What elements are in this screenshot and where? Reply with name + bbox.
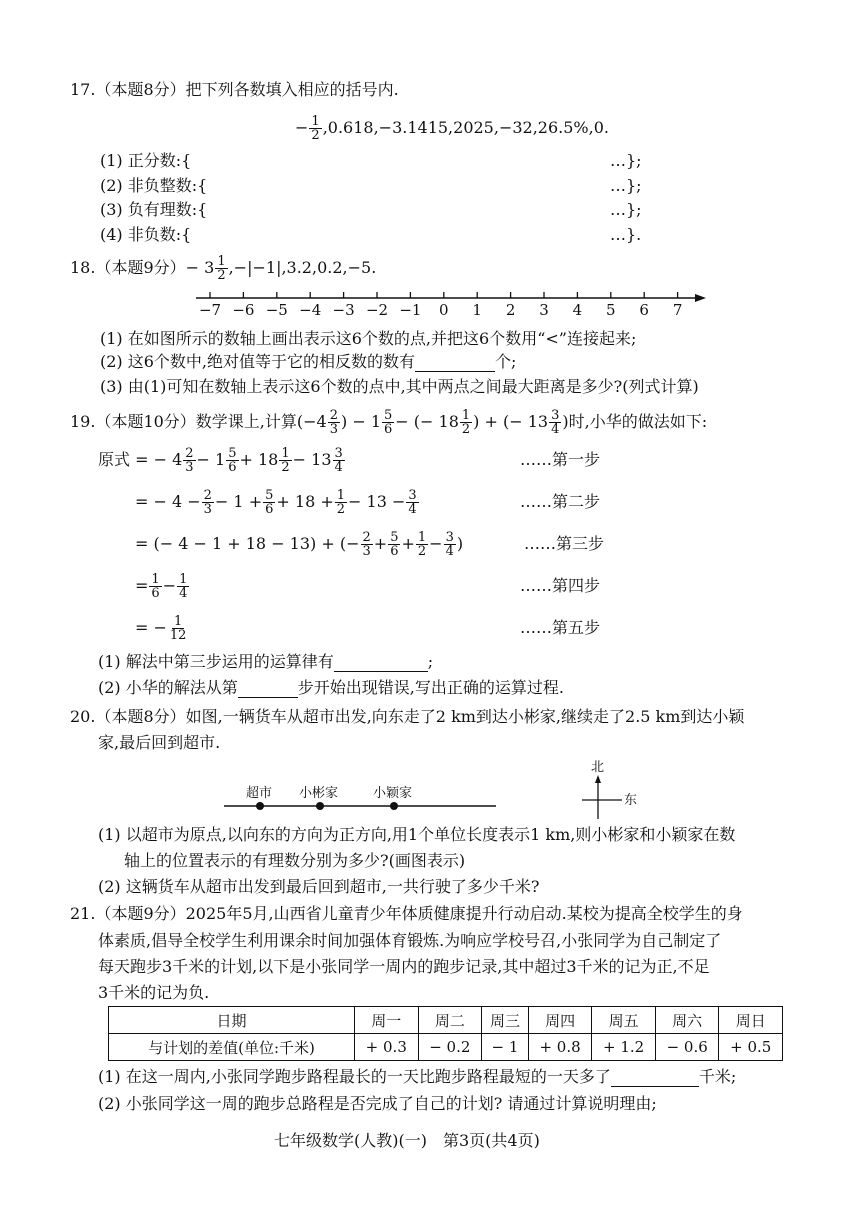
q19-header: 19.（本题10分）数学课上,计算(−4 $\frac{2}{3}$ ) − 1 $\frac{5}{6}$ − (− 18 $\frac{1}{2}$ ) + (− 13 $\frac{3}{4}$ )时,小华的做法如下: bbox=[70, 408, 708, 437]
table-row bbox=[109, 1007, 783, 1034]
q21-line-4: 3千米的记为负. bbox=[98, 983, 210, 1002]
table-cell-value: − 0.2 bbox=[418, 1034, 482, 1061]
q17-header: 17.（本题8分）把下列各数填入相应的括号内. bbox=[70, 80, 399, 99]
number-line-tick-label: −5 bbox=[265, 301, 288, 319]
table-cell-value: + 0.3 bbox=[355, 1034, 419, 1061]
number-line-tick-label: 6 bbox=[639, 301, 649, 319]
table-cell-value: + 0.5 bbox=[719, 1034, 783, 1061]
number-line-tick-label: −4 bbox=[299, 301, 322, 319]
q19-step-3: = (− 4 − 1 + 18 − 13) + (− $\frac{2}{3}$ + $\frac{5}{6}$ + $\frac{1}{2}$ − $\frac{3}{4}$ ) bbox=[135, 530, 464, 559]
q18-header: 18.（本题9分）− 3 $\frac{1}{2}$ ,−|−1|,3.2,0.2,−5. bbox=[70, 254, 377, 283]
number-line-tick-label: 5 bbox=[606, 301, 616, 319]
north-label: 北 bbox=[591, 760, 605, 775]
q19-step-4: = $\frac{1}{6}$ − $\frac{1}{4}$ bbox=[135, 572, 188, 601]
number-line-tick-label: 4 bbox=[572, 301, 583, 319]
q21-line-1: 21.（本题9分）2025年5月,山西省儿童青少年体质健康提升行动启动.某校为提高全校学生的身 bbox=[70, 904, 743, 923]
table-header-day: 周六 bbox=[655, 1007, 719, 1034]
label-xiaobin-home: 小彬家 bbox=[299, 786, 339, 801]
q20-part-1-line-2: 轴上的位置表示的有理数分别为多少?(画图表示) bbox=[124, 851, 466, 870]
table-header-day: 周日 bbox=[719, 1007, 783, 1034]
q20-part-1-line-1: (1) 以超市为原点,以向东的方向为正方向,用1个单位长度表示1 km,则小彬家和小颖家在数 bbox=[98, 825, 736, 844]
q20-part-2: (2) 这辆货车从超市出发到最后回到超市,一共行驶了多少千米? bbox=[98, 877, 540, 896]
compass-icon bbox=[578, 775, 628, 825]
table-header-day: 周二 bbox=[418, 1007, 482, 1034]
q19-step-5-tag: ……第五步 bbox=[520, 618, 601, 637]
q19-step-4-tag: ……第四步 bbox=[520, 576, 601, 595]
q20-line-2: 家,最后回到超市. bbox=[98, 733, 221, 752]
number-line-tick-label: 2 bbox=[505, 301, 516, 319]
running-record-table bbox=[108, 1006, 783, 1061]
q17-item-1-close: …}; bbox=[610, 151, 642, 170]
table-header-date: 日期 bbox=[109, 1007, 355, 1034]
q17-item-2-label: (2) 非负整数:{ bbox=[100, 176, 208, 195]
q18-part-3: (3) 由(1)可知在数轴上表示这6个数的点中,其中两点之间最大距离是多少?(列式计算) bbox=[100, 377, 699, 396]
label-supermarket: 超市 bbox=[246, 786, 273, 801]
number-line-tick-label: 0 bbox=[439, 301, 449, 319]
q21-part-1: (1) 在这一周内,小张同学跑步路程最长的一天比跑步路程最短的一天多了 千米; bbox=[98, 1067, 737, 1086]
table-row-title: 与计划的差值(单位:千米) bbox=[109, 1034, 355, 1061]
q19-step-1-tag: ……第一步 bbox=[520, 450, 601, 469]
q19-part-2: (2) 小华的解法从第 步开始出现错误,写出正确的运算过程. bbox=[98, 678, 564, 697]
table-cell-value: + 0.8 bbox=[528, 1034, 592, 1061]
q18-part-2: (2) 这6个数中,绝对值等于它的相反数的数有 个; bbox=[100, 352, 517, 371]
east-label: 东 bbox=[624, 793, 638, 808]
fraction: $\frac{1}{2}$ bbox=[217, 254, 226, 283]
answer-blank bbox=[238, 697, 298, 698]
q18-part-1: (1) 在如图所示的数轴上画出表示这6个数的点,并把这6个数用“<”连接起来; bbox=[100, 329, 637, 348]
table-row bbox=[109, 1034, 783, 1061]
table-cell-value: − 0.6 bbox=[655, 1034, 719, 1061]
answer-blank bbox=[415, 371, 495, 372]
q17-item-1-label: (1) 正分数:{ bbox=[100, 151, 192, 170]
q17-item-2-close: …}; bbox=[610, 176, 642, 195]
q17-item-3-close: …}; bbox=[610, 200, 642, 219]
q21-line-2: 体素质,倡导全校学生利用课余时间加强体育锻炼.为响应学校号召,小张同学为自己制定了 bbox=[98, 931, 722, 950]
q17-item-4-close: …}. bbox=[610, 225, 642, 244]
q20-line-1: 20.（本题8分）如图,一辆货车从超市出发,向东走了2 km到达小彬家,继续走了2.5 km到达小颖 bbox=[70, 707, 745, 726]
table-cell-value: + 1.2 bbox=[592, 1034, 656, 1061]
table-header-day: 周五 bbox=[592, 1007, 656, 1034]
table-header-day: 周三 bbox=[482, 1007, 529, 1034]
fraction: $\frac{1}{2}$ bbox=[311, 114, 320, 143]
label-xiaoying-home: 小颖家 bbox=[373, 786, 413, 801]
number-line-tick-label: −3 bbox=[332, 301, 355, 319]
answer-blank bbox=[334, 671, 428, 672]
table-header-day: 周四 bbox=[528, 1007, 592, 1034]
number-line-tick-label: 7 bbox=[672, 301, 683, 319]
table-header-day: 周一 bbox=[355, 1007, 419, 1034]
number-line-tick-label: 3 bbox=[539, 301, 549, 319]
q19-step-2-tag: ……第二步 bbox=[520, 492, 601, 511]
q19-step-3-tag: ……第三步 bbox=[524, 534, 605, 553]
q19-step-5: = − $\frac{1}{12}$ bbox=[135, 614, 187, 643]
q17-item-3-label: (3) 负有理数:{ bbox=[100, 200, 208, 219]
number-line-tick-label: −2 bbox=[365, 301, 389, 319]
number-line-tick-label: −1 bbox=[399, 301, 422, 319]
q21-line-3: 每天跑步3千米的计划,以下是小张同学一周内的跑步记录,其中超过3千米的记为正,不足 bbox=[98, 957, 710, 976]
q17-item-4-label: (4) 非负数:{ bbox=[100, 225, 192, 244]
table-cell-value: − 1 bbox=[482, 1034, 529, 1061]
q21-part-2: (2) 小张同学这一周的跑步总路程是否完成了自己的计划? 请通过计算说明理由; bbox=[98, 1094, 657, 1113]
page-footer: 七年级数学(人教)(一) 第3页(共4页) bbox=[274, 1131, 540, 1150]
number-line-tick-label: −6 bbox=[232, 301, 255, 319]
q19-step-1: 原式 = − 4 $\frac{2}{3}$ − 1 $\frac{5}{6}$ + 18 $\frac{1}{2}$ − 13 $\frac{3}{4}$ bbox=[98, 446, 343, 475]
q19-part-1: (1) 解法中第三步运用的运算律有 ; bbox=[98, 652, 434, 671]
q19-step-2: = − 4 − $\frac{2}{3}$ − 1 + $\frac{5}{6}$ + 18 + $\frac{1}{2}$ − 13 − $\frac{3}{4}$ bbox=[135, 488, 417, 517]
q17-numbers: − $\frac{1}{2}$ ,0.618,−3.1415,2025,−32,26.5%,0. bbox=[295, 114, 609, 143]
answer-blank bbox=[611, 1086, 699, 1087]
number-line-tick-label: −7 bbox=[198, 301, 222, 319]
number-line-tick-label: 1 bbox=[472, 301, 482, 319]
